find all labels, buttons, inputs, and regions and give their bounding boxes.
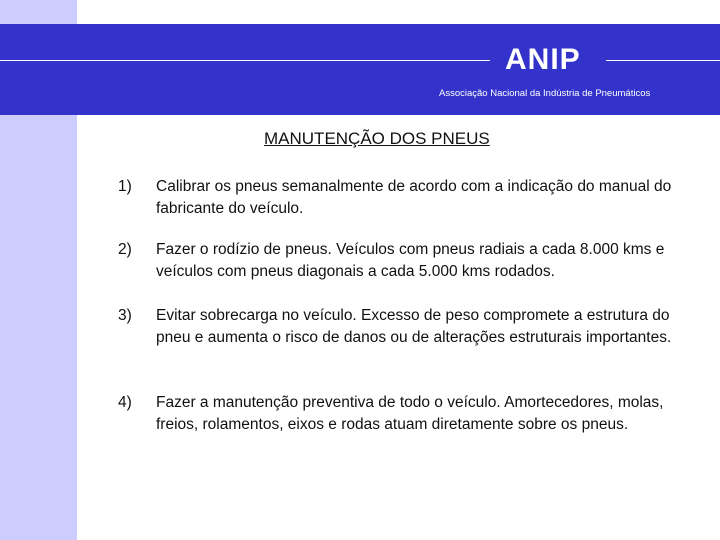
item-text: Fazer o rodízio de pneus. Veículos com pneus radiais a cada 8.000 kms e veículos com pneus diagonais a cada 5.000 kms rodados. [156,241,665,280]
item-text: Calibrar os pneus semanalmente de acordo com a indicação do manual do fabricante do veículo. [156,178,672,217]
page-title: MANUTENÇÃO DOS PNEUS [264,129,490,148]
header-band [0,24,720,115]
header-rule-right [606,60,720,61]
item-number: 4) [118,394,132,411]
item-number: 1) [118,178,132,195]
item-number: 2) [118,241,132,258]
item-text: Evitar sobrecarga no veículo. Excesso de peso compromete a estrutura do pneu e aumenta o risco de danos ou de alterações estruturais importantes. [156,307,672,346]
brand-subtitle: Associação Nacional da Indústria de Pneumáticos [439,88,651,99]
item-text: Fazer a manutenção preventiva de todo o veículo. Amortecedores, molas, freios, rolamentos, eixos e rodas atuam diretamente sobre os pneus. [156,394,664,433]
header-rule-left [0,60,490,61]
brand-logo-text: ANIP [505,43,581,76]
item-number: 3) [118,307,132,324]
